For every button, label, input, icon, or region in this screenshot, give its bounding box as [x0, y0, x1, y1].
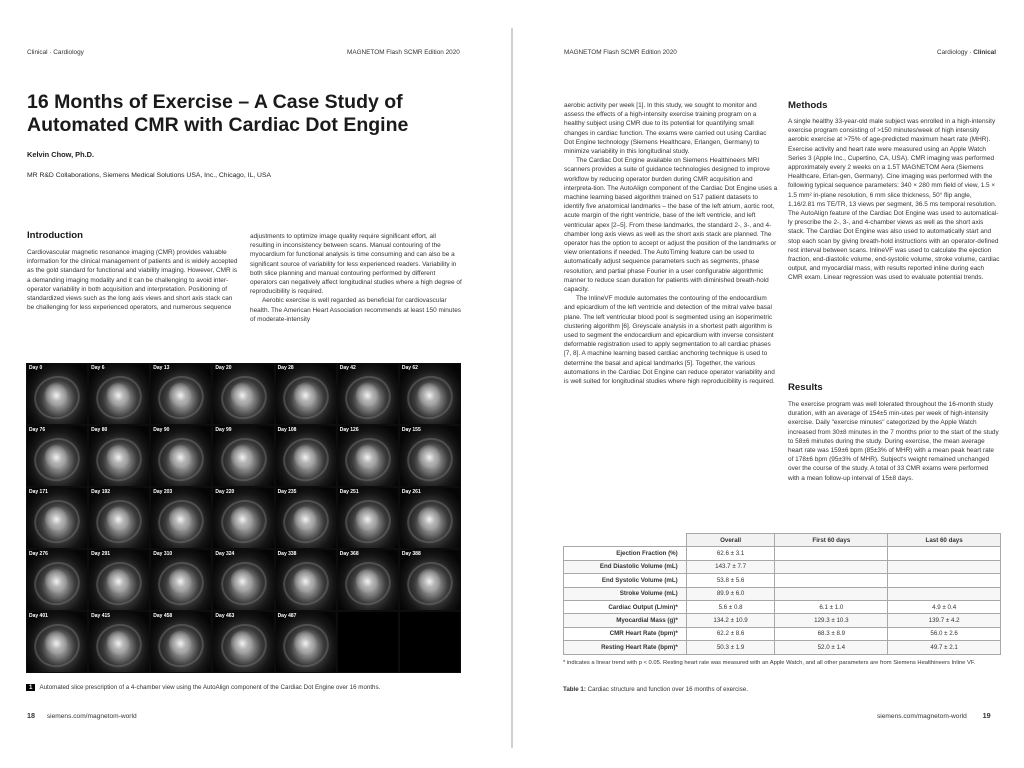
table-cell-first-60: [775, 547, 888, 560]
footer-url: siemens.com/magnetom-world: [46, 713, 137, 720]
footer-url: siemens.com/magnetom-world: [877, 713, 967, 720]
left-header-section: Clinical · Cardiology: [27, 49, 84, 56]
mri-day-label: Day 28: [277, 365, 294, 371]
mri-tile: [27, 550, 87, 610]
table-cell-label: Myocardial Mass (g)*: [564, 614, 687, 627]
mri-tile: [151, 550, 211, 610]
table-row: [564, 587, 1001, 600]
mri-day-label: Day 13: [153, 365, 170, 371]
mri-tile: [151, 612, 211, 672]
table-row: [564, 560, 1001, 573]
intro-column-1: [27, 248, 239, 312]
mri-day-label: Day 171: [29, 489, 48, 495]
mri-tile: [400, 426, 460, 486]
mri-day-label: Day 463: [215, 613, 235, 619]
results-text: [788, 400, 1000, 483]
mri-tile: [89, 612, 149, 672]
mri-day-label: Day 458: [153, 613, 173, 619]
right-header-section-bold: Clinical: [973, 49, 996, 56]
mri-day-label: Day 251: [339, 489, 359, 495]
methods-text: [788, 117, 1000, 283]
table-row: [564, 547, 1001, 560]
table-header-row: [564, 534, 1001, 547]
mri-tile: [276, 612, 336, 672]
mri-tile: [213, 550, 273, 610]
table-cell-first-60: [775, 574, 888, 587]
mri-day-label: Day 487: [277, 613, 297, 619]
table-cell-last-60: 49.7 ± 2.1: [888, 641, 1001, 654]
right-header-section: [937, 49, 996, 56]
mri-day-label: Day 155: [401, 427, 421, 433]
table-cell-overall: 53.8 ± 5.6: [686, 574, 775, 587]
mri-day-label: Day 0: [29, 365, 43, 371]
mri-tile: [151, 488, 211, 548]
mri-figure-grid: [26, 363, 461, 673]
mri-day-label: Day 80: [91, 427, 108, 433]
mri-tile: [89, 488, 149, 548]
mri-day-label: Day 415: [91, 613, 111, 619]
mri-day-label: Day 20: [215, 365, 232, 371]
mri-day-label: Day 90: [153, 427, 170, 433]
mri-tile: [400, 364, 460, 424]
mri-tile: [151, 426, 211, 486]
table-cell-last-60: 56.0 ± 2.6: [888, 627, 1001, 640]
mri-empty-tile: [400, 612, 460, 672]
table-cell-last-60: [888, 560, 1001, 573]
table-cell-overall: 62.2 ± 8.6: [686, 627, 775, 640]
table-row: [564, 574, 1001, 587]
table-cell-first-60: 129.3 ± 10.3: [775, 614, 888, 627]
intro-paragraph: Cardiovascular magnetic resonance imaging (CMR) provides valuable information for the clinical management of patients and is widely accepted as the gold standard for functional and viability imaging. However, CMR is a demanding imaging modality and it can be challenging to avoid inter-operator variability in both acquisition and interpretation. Positioning of standardized views such as the long axis views and short axis stack can be challenging for less experienced operators, and numerous sequence: [27, 249, 238, 312]
methods-paragraph: A single healthy 33-year-old male subject was enrolled in a high-intensity exercise program consisting of >150 minutes/week of high intensity aerobic exercise at >75% of age-predicted maximum heart rate (MHR). Exercise activity and heart rate were measured using an Apple Watch Series 3 (Apple Inc., Cupertino, CA, USA). CMR imaging was performed approximately every 2 weeks on a 1.5T MAGNETOM Aera (Siemens Healthcare, Erlan-gen, Germany). Cine imaging was performed with the following typical sequence parameters: 340 × 280 mm field of view, 1.5 × 1.5 mm² in-plane resolution, 6 mm slice thickness, 50° flip angle, 1.16/2.81 ms TE/TR, 13 views per segment, 36.5 ms temporal resolution. The AutoAlign feature of the Cardiac Dot Engine was used to automatical-ly prescribe the 2-, 3-, and 4-chamber views as well as the short axis stack. The Cardiac Dot Engine was also used to automatically start and stop each scan by giving breath-hold instructions with an operator-defined rest interval between scans. InlineVF was used to calculate the ejection fraction, end-diastolic volume, end-systolic volume, stroke volume, cardiac output, and myocardial mass, with results reported inline during each CMR exam. Linear regression was used to evaluate potential trends.: [788, 118, 1000, 282]
table-cell-label: Cardiac Output (L/min)*: [564, 600, 687, 613]
mri-tile: [27, 612, 87, 672]
intro-paragraph: adjustments to optimize image quality require significant effort, all resulting in inconsistency between scans. Manual contouring of the myocardium for functional analysis is time consuming and can also be a significant source of variability for less experienced readers. Variability in both slice planning and manual contouring performed by different operators can negatively affect longitudinal studies where a high degree of reproducibility is required.: [250, 233, 462, 296]
mri-tile: [338, 550, 398, 610]
mri-day-label: Day 126: [339, 427, 359, 433]
table-cell-overall: 62.6 ± 3.1: [686, 547, 775, 560]
table-header-empty: [564, 534, 687, 547]
intro-heading: Introduction: [27, 230, 83, 241]
mri-day-label: Day 368: [339, 551, 359, 557]
right-column-1: [564, 101, 778, 386]
mri-day-label: Day 220: [215, 489, 235, 495]
table-cell-overall: 50.3 ± 1.9: [686, 641, 775, 654]
table-cell-last-60: [888, 547, 1001, 560]
mri-day-label: Day 310: [153, 551, 173, 557]
mri-tile: [276, 364, 336, 424]
left-header-publication: MAGNETOM Flash SCMR Edition 2020: [347, 49, 460, 56]
results-table: [563, 533, 1001, 655]
table-row: [564, 627, 1001, 640]
table-footnote: * indicates a linear trend with p < 0.05. Resting heart rate was measured with an Apple Watch, and all other parameters are from Siemens Healthineers Inline VF.: [563, 660, 976, 666]
table-cell-overall: 134.2 ± 10.9: [686, 614, 775, 627]
mri-tile: [276, 426, 336, 486]
article-title: 16 Months of Exercise – A Case Study of Automated CMR with Cardiac Dot Engine: [27, 91, 409, 136]
mri-tile: [276, 488, 336, 548]
mri-day-label: Day 291: [91, 551, 111, 557]
methods-heading: Methods: [788, 100, 828, 111]
mri-day-label: Day 6: [91, 365, 105, 371]
mri-tile: [338, 488, 398, 548]
left-footer: [27, 711, 137, 720]
mri-day-label: Day 276: [29, 551, 48, 557]
figure-caption: [26, 684, 380, 691]
mri-day-label: Day 401: [29, 613, 48, 619]
mri-tile: [89, 364, 149, 424]
table-header-last-60: Last 60 days: [888, 534, 1001, 547]
table-cell-last-60: 4.9 ± 0.4: [888, 600, 1001, 613]
article-author: Kelvin Chow, Ph.D.: [27, 150, 95, 159]
mri-day-label: Day 192: [91, 489, 111, 495]
table-cell-label: End Systolic Volume (mL): [564, 574, 687, 587]
mri-tile: [400, 488, 460, 548]
table-cell-label: End Diastolic Volume (mL): [564, 560, 687, 573]
body-paragraph: The Cardiac Dot Engine available on Siemens Healthineers MRI scanners provides a suite of guidance technologies designed to improve workflow by reducing operator burden during CMR acquisition and interpreta-tion. The AutoAlign component of the Cardiac Dot Engine uses a machine learning based algorithm trained on 517 patient datasets to identify five anatomical landmarks – the base of the left atrium, aortic root, acute margin of the right ventricle, base of the left ventricle, and left ventricular apex [2–5]. From these landmarks, the standard 2-, 3-, and 4-chamber long axis views as well as the short axis stack are planned. The operator has the option to accept or adjust the position of the landmarks or view orientations if needed. The AutoTiming feature can be used to automatically adjust sequence parameters such as segments, phase resolution, and partial phase Fourier in a user configurable algorithmic manner to reduce scan duration for patients with diminished breath-hold capacity.: [564, 157, 778, 294]
table-caption-label: Table 1:: [563, 686, 586, 693]
table-cell-label: Stroke Volume (mL): [564, 587, 687, 600]
results-paragraph: The exercise program was well tolerated throughout the 16-month study duration, with an average of 154±5 min-utes per week of high-intensity exercise. Daily "exercise minutes" categorized by the Apple Watch increased from 30±8 minutes in the 7 months prior to the start of the study to 58±6 minutes during the study. During exercise, the mean average heart rate was 159±6 bpm (85±3% of MHR) with a mean peak heart rate of 178±6 bpm (95±3% of MHR). Subject's weight remained unchanged over the course of the study. A total of 33 CMR exams were performed with a mean follow-up interval of 15±8 days.: [788, 401, 999, 482]
mri-tile: [276, 550, 336, 610]
table-caption-text: Cardiac structure and function over 16 months of exercise.: [585, 686, 748, 693]
mri-day-label: Day 338: [277, 551, 297, 557]
table-header-first-60: First 60 days: [775, 534, 888, 547]
table-cell-last-60: [888, 574, 1001, 587]
mri-tile: [213, 364, 273, 424]
author-affiliation: MR R&D Collaborations, Siemens Medical Solutions USA, Inc., Chicago, IL, USA: [27, 172, 272, 179]
page-number: 18: [27, 711, 35, 720]
right-header-section-plain: Cardiology ·: [937, 49, 974, 56]
mri-day-label: Day 108: [277, 427, 297, 433]
mri-tile: [213, 488, 273, 548]
figure-caption-text: Automated slice prescription of a 4-chamber view using the AutoAlign component of the Cardiac Dot Engine over 16 months.: [39, 684, 381, 691]
table-header-overall: Overall: [686, 534, 775, 547]
mri-day-label: Day 235: [277, 489, 297, 495]
table-row: [564, 600, 1001, 613]
figure-number-badge: 1: [26, 684, 35, 691]
table-body: [564, 547, 1001, 654]
table-cell-first-60: 6.1 ± 1.0: [775, 600, 888, 613]
mri-tile: [89, 426, 149, 486]
table-cell-overall: 89.9 ± 6.0: [686, 587, 775, 600]
body-paragraph: The InlineVF module automates the contouring of the endocardium and epicardium of the left ventricle and detection of the mitral valve basal plane. The left ventricular blood pool is segmented using an isoperimetric clustering algorithm [6]. Greyscale analysis in a shortest path algorithm is used to segment the endocardium and epicardium with inverse consistent deformable registration used to apply segmentation to all cardiac phases [7, 8]. A machine learning based cardiac anchoring technique is used to determine the basal and apical landmarks [5]. Together, the various automations in the Cardiac Dot Engine can reduce operator variability and is well suited for longitudinal studies where high reproducibility is required.: [564, 295, 775, 386]
mri-tile: [338, 364, 398, 424]
mri-day-label: Day 42: [339, 365, 356, 371]
mri-tile: [27, 426, 87, 486]
mri-day-label: Day 324: [215, 551, 235, 557]
right-header-publication: MAGNETOM Flash SCMR Edition 2020: [564, 49, 677, 56]
page-number: 19: [982, 711, 991, 720]
mri-day-label: Day 261: [401, 489, 421, 495]
mri-day-label: Day 99: [215, 427, 232, 433]
table-cell-first-60: [775, 587, 888, 600]
table-cell-last-60: [888, 587, 1001, 600]
results-heading: Results: [788, 382, 823, 393]
table-cell-label: Resting Heart Rate (bpm)*: [564, 641, 687, 654]
table-cell-overall: 5.6 ± 0.8: [686, 600, 775, 613]
body-paragraph: aerobic activity per week [1]. In this study, we sought to monitor and assess the effects of a high-intensity exercise training program on a healthy subject using CMR due to its potential for quantifying small changes in cardiac function. The exams were carried out using Cardiac Dot Engine technology (Siemens Healthcare, Erlangen, Germany) to minimize variability in this longitudinal study.: [564, 102, 767, 156]
mri-tile: [338, 426, 398, 486]
table-caption: [563, 686, 748, 693]
mri-tile: [27, 488, 87, 548]
table-cell-overall: 143.7 ± 7.7: [686, 560, 775, 573]
left-page: [0, 0, 511, 768]
mri-empty-tile: [338, 612, 398, 672]
table-cell-first-60: 52.0 ± 1.4: [775, 641, 888, 654]
mri-tile: [213, 612, 273, 672]
intro-paragraph: Aerobic exercise is well regarded as beneficial for cardiovascular health. The American Heart Association recommends at least 150 minutes of moderate-intensity: [250, 297, 461, 323]
table-cell-first-60: [775, 560, 888, 573]
table-cell-label: Ejection Fraction (%): [564, 547, 687, 560]
mri-tile: [27, 364, 87, 424]
mri-tile: [89, 550, 149, 610]
mri-tile: [213, 426, 273, 486]
table-row: [564, 614, 1001, 627]
mri-day-label: Day 76: [29, 427, 46, 433]
mri-tile: [151, 364, 211, 424]
table-cell-first-60: 68.3 ± 8.9: [775, 627, 888, 640]
table-cell-label: CMR Heart Rate (bpm)*: [564, 627, 687, 640]
mri-tile: [400, 550, 460, 610]
table-cell-last-60: 139.7 ± 4.2: [888, 614, 1001, 627]
mri-day-label: Day 388: [401, 551, 421, 557]
table-row: [564, 641, 1001, 654]
intro-column-2: [250, 232, 462, 324]
mri-day-label: Day 203: [153, 489, 173, 495]
mri-day-label: Day 62: [401, 365, 418, 371]
right-footer: [877, 711, 991, 720]
